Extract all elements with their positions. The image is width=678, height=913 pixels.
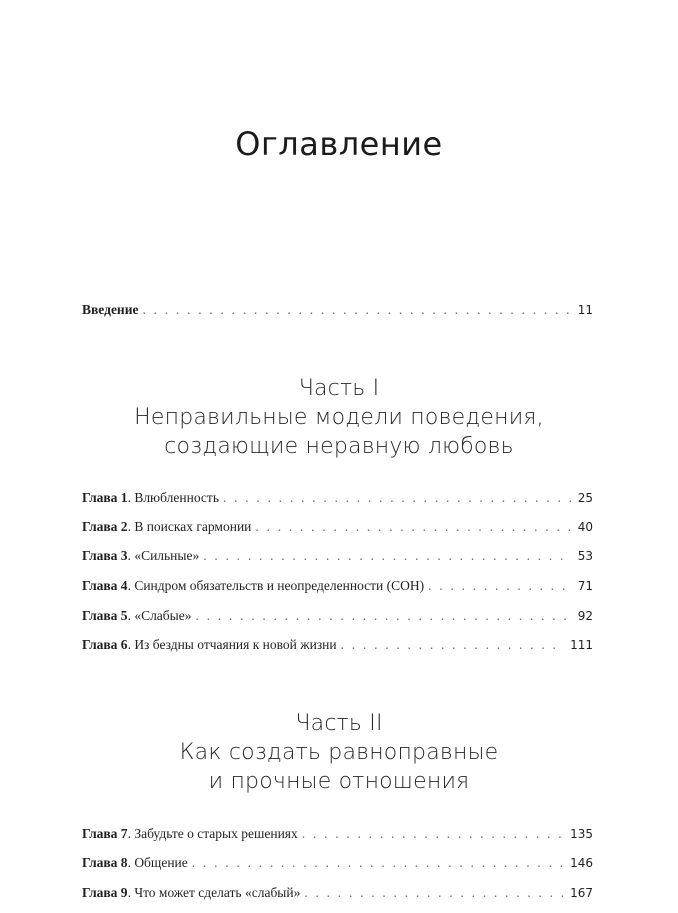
part-1-subtitle-line-1: Неправильные модели поведения,: [134, 405, 544, 430]
chapter-title: . Забудьте о старых решениях: [127, 826, 298, 841]
chapter-title: . «Сильные»: [127, 548, 200, 563]
toc-page-number: 11: [577, 303, 593, 317]
dot-leader: [304, 885, 564, 901]
toc-page-number: 71: [577, 579, 593, 593]
toc-entry-chapter-3[interactable]: [82, 548, 593, 564]
toc-entry-label: [82, 826, 298, 842]
toc-entry-chapter-2[interactable]: [82, 519, 593, 535]
toc-page-number: 146: [570, 856, 593, 870]
toc-entry-label: [82, 490, 219, 506]
dot-leader: [302, 826, 564, 842]
page-title: Оглавление: [235, 125, 443, 163]
toc-entry-chapter-8[interactable]: [82, 855, 593, 871]
toc-entry-label: [82, 519, 251, 535]
dot-leader: [341, 637, 564, 653]
chapter-title: . Синдром обязательств и неопределенности (СОН): [127, 578, 425, 593]
dot-leader: [195, 608, 571, 624]
part-2-number: Часть II: [295, 711, 383, 736]
toc-entry-label: [82, 548, 199, 564]
dot-leader: [223, 490, 572, 506]
chapter-prefix: Глава 3: [82, 548, 128, 563]
toc-entry-chapter-6[interactable]: [82, 637, 593, 653]
toc-page-number: 53: [577, 549, 593, 563]
dot-leader: [192, 855, 564, 871]
toc-page-number: 167: [570, 886, 593, 900]
toc-entry-chapter-7[interactable]: [82, 826, 593, 842]
chapter-prefix: Глава 8: [82, 855, 128, 870]
chapter-prefix: Глава 1: [82, 490, 128, 505]
toc-page-number: 135: [570, 827, 593, 841]
toc-entry-label: [82, 885, 300, 901]
toc-page-number: 111: [570, 638, 593, 652]
chapter-title: . Что может сделать «слабый»: [127, 885, 301, 900]
toc-entry-title: Введение: [82, 302, 139, 317]
toc-entry-label: [82, 855, 188, 871]
dot-leader: [255, 519, 571, 535]
toc-entry-label: [82, 302, 138, 318]
toc-entry-intro[interactable]: [82, 302, 593, 318]
chapter-title: . Общение: [127, 855, 188, 870]
toc-entry-chapter-5[interactable]: [82, 608, 593, 624]
chapter-title: . Из бездны отчаяния к новой жизни: [127, 637, 337, 652]
part-1-subtitle-line-2: создающие неравную любовь: [164, 434, 514, 459]
toc-entry-chapter-1[interactable]: [82, 490, 593, 506]
toc-page-number: 92: [577, 609, 593, 623]
dot-leader: [203, 548, 571, 564]
toc-page-number: 25: [577, 491, 593, 505]
toc-entry-chapter-9[interactable]: [82, 885, 593, 901]
chapter-prefix: Глава 9: [82, 885, 128, 900]
toc-entry-chapter-4[interactable]: [82, 578, 593, 594]
chapter-prefix: Глава 7: [82, 826, 128, 841]
part-1-heading: [0, 374, 678, 461]
part-2-subtitle-line-1: Как создать равноправные: [179, 740, 499, 765]
toc-page-number: 40: [577, 520, 593, 534]
toc-entry-label: [82, 578, 424, 594]
dot-leader: [428, 578, 572, 594]
toc-entry-label: [82, 608, 191, 624]
part-1-number: Часть I: [298, 376, 380, 401]
chapter-prefix: Глава 5: [82, 608, 128, 623]
toc-entry-label: [82, 637, 337, 653]
part-2-subtitle-line-2: и прочные отношения: [208, 769, 470, 794]
chapter-title: . Влюбленность: [127, 490, 219, 505]
chapter-title: . В поисках гармонии: [127, 519, 252, 534]
part-2-heading: [0, 709, 678, 796]
chapter-prefix: Глава 4: [82, 578, 128, 593]
chapter-prefix: Глава 6: [82, 637, 128, 652]
chapter-prefix: Глава 2: [82, 519, 128, 534]
chapter-title: . «Слабые»: [127, 608, 192, 623]
dot-leader: [142, 302, 571, 318]
